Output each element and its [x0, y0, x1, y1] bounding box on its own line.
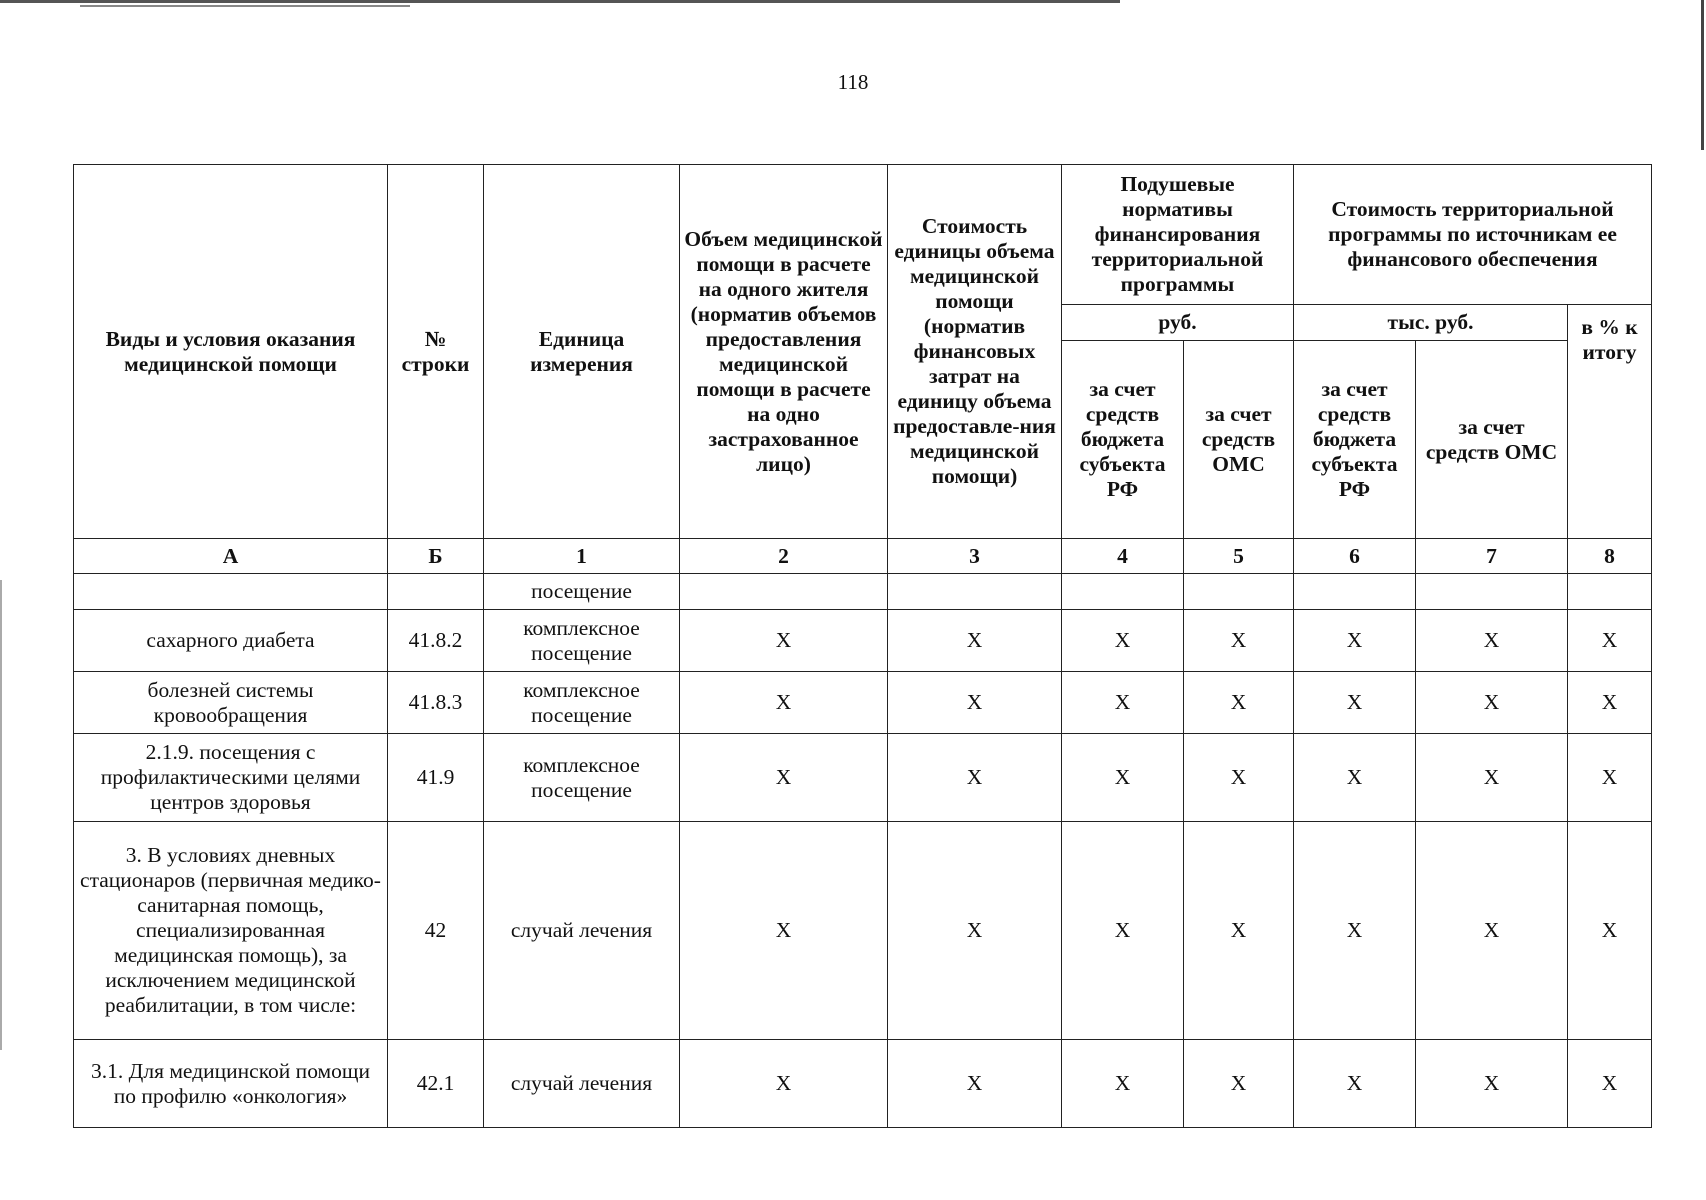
table-row — [74, 734, 1652, 822]
header-budget-source-thousand: за счет средств бюджета субъекта РФ — [1294, 341, 1416, 539]
row-code: 42.1 — [388, 1040, 484, 1128]
table-row — [74, 672, 1652, 734]
header-volume-per-resident: Объем медицинской помощи в расчете на одного жителя (норматив объемов предоставления медицинской помощи в расчете на одно застрахованное лицо) — [680, 165, 888, 539]
index-cell: 5 — [1184, 539, 1294, 574]
row-code: 42 — [388, 822, 484, 1040]
row-unit: посещение — [484, 574, 680, 610]
cell-volume: X — [680, 822, 888, 1040]
row-code: 41.8.3 — [388, 672, 484, 734]
scan-edge-line-left — [0, 580, 2, 1050]
row-unit: случай лечения — [484, 822, 680, 1040]
header-oms-source-rub: за счет средств ОМС — [1184, 341, 1294, 539]
row-unit: случай лечения — [484, 1040, 680, 1128]
row-name: 2.1.9. посещения с профилактическими целями центров здоровья — [74, 734, 388, 822]
cell-budget-rub: X — [1062, 610, 1184, 672]
cell-budget-thousand: X — [1294, 822, 1416, 1040]
index-cell: 6 — [1294, 539, 1416, 574]
cell-percent: X — [1568, 734, 1652, 822]
row-code: 41.8.2 — [388, 610, 484, 672]
header-budget-source-rub: за счет средств бюджета субъекта РФ — [1062, 341, 1184, 539]
row-name: сахарного диабета — [74, 610, 388, 672]
cell-percent: X — [1568, 822, 1652, 1040]
index-cell: 1 — [484, 539, 680, 574]
cell-budget-rub: X — [1062, 1040, 1184, 1128]
table-row — [74, 610, 1652, 672]
cell-oms-rub: X — [1184, 610, 1294, 672]
row-name: 3.1. Для медицинской помощи по профилю «онкология» — [74, 1040, 388, 1128]
index-cell: Б — [388, 539, 484, 574]
cell-oms-thousand: X — [1416, 1040, 1568, 1128]
cell-volume: X — [680, 610, 888, 672]
header-oms-source-thousand: за счет средств ОМС — [1416, 341, 1568, 539]
cell-oms-rub: X — [1184, 734, 1294, 822]
row-unit: комплексное посещение — [484, 672, 680, 734]
header-program-cost: Стоимость территориальной программы по источникам ее финансового обеспечения — [1294, 165, 1652, 305]
index-cell: 8 — [1568, 539, 1652, 574]
header-unit-cost: Стоимость единицы объема медицинской помощи (норматив финансовых затрат на единицу объема предоставле-ния медицинской помощи) — [888, 165, 1062, 539]
cell-unit-cost: X — [888, 610, 1062, 672]
cell-unit-cost: X — [888, 1040, 1062, 1128]
cell-oms-thousand: X — [1416, 734, 1568, 822]
cell-budget-rub: X — [1062, 734, 1184, 822]
cell-oms-thousand: X — [1416, 610, 1568, 672]
index-cell: 4 — [1062, 539, 1184, 574]
table-row — [74, 1040, 1652, 1128]
financing-table — [73, 164, 1652, 1128]
cell-budget-rub — [1062, 574, 1184, 610]
cell-oms-rub: X — [1184, 672, 1294, 734]
index-cell: 7 — [1416, 539, 1568, 574]
index-cell: 3 — [888, 539, 1062, 574]
cell-budget-thousand — [1294, 574, 1416, 610]
header-unit-rub: руб. — [1062, 305, 1294, 341]
row-name: 3. В условиях дневных стационаров (первичная медико-санитарная помощь, специализированная медицинская помощь), за исключением медицинской реабилитации, в том числе: — [74, 822, 388, 1040]
header-unit: Единица измерения — [484, 165, 680, 539]
cell-volume: X — [680, 734, 888, 822]
cell-budget-rub: X — [1062, 672, 1184, 734]
header-unit-thousand-rub: тыс. руб. — [1294, 305, 1568, 341]
cell-budget-thousand: X — [1294, 610, 1416, 672]
cell-percent: X — [1568, 1040, 1652, 1128]
cell-budget-thousand: X — [1294, 672, 1416, 734]
row-code: 41.9 — [388, 734, 484, 822]
cell-percent: X — [1568, 672, 1652, 734]
cell-unit-cost: X — [888, 734, 1062, 822]
cell-volume — [680, 574, 888, 610]
cell-unit-cost — [888, 574, 1062, 610]
cell-unit-cost: X — [888, 822, 1062, 1040]
cell-oms-thousand: X — [1416, 822, 1568, 1040]
header-per-capita-standards: Подушевые нормативы финансирования территориальной программы — [1062, 165, 1294, 305]
table-row — [74, 822, 1652, 1040]
row-unit: комплексное посещение — [484, 610, 680, 672]
header-percent-of-total: в % к итогу — [1568, 305, 1652, 539]
cell-oms-rub: X — [1184, 1040, 1294, 1128]
cell-percent: X — [1568, 610, 1652, 672]
index-cell: А — [74, 539, 388, 574]
cell-budget-thousand: X — [1294, 734, 1416, 822]
cell-volume: X — [680, 1040, 888, 1128]
row-unit: комплексное посещение — [484, 734, 680, 822]
row-name — [74, 574, 388, 610]
cell-oms-rub — [1184, 574, 1294, 610]
row-code — [388, 574, 484, 610]
page-number: 118 — [837, 70, 869, 94]
cell-oms-thousand: X — [1416, 672, 1568, 734]
scan-edge-line-top — [0, 0, 1120, 3]
row-name: болезней системы кровообращения — [74, 672, 388, 734]
cell-unit-cost: X — [888, 672, 1062, 734]
index-cell: 2 — [680, 539, 888, 574]
cell-budget-thousand: X — [1294, 1040, 1416, 1128]
cell-budget-rub: X — [1062, 822, 1184, 1040]
header-row-number: № строки — [388, 165, 484, 539]
header-kind-conditions: Виды и условия оказания медицинской помощи — [74, 165, 388, 539]
cell-oms-thousand — [1416, 574, 1568, 610]
cell-oms-rub: X — [1184, 822, 1294, 1040]
table-row — [74, 574, 1652, 610]
scan-edge-line-top-secondary — [80, 5, 410, 7]
cell-volume: X — [680, 672, 888, 734]
cell-percent — [1568, 574, 1652, 610]
